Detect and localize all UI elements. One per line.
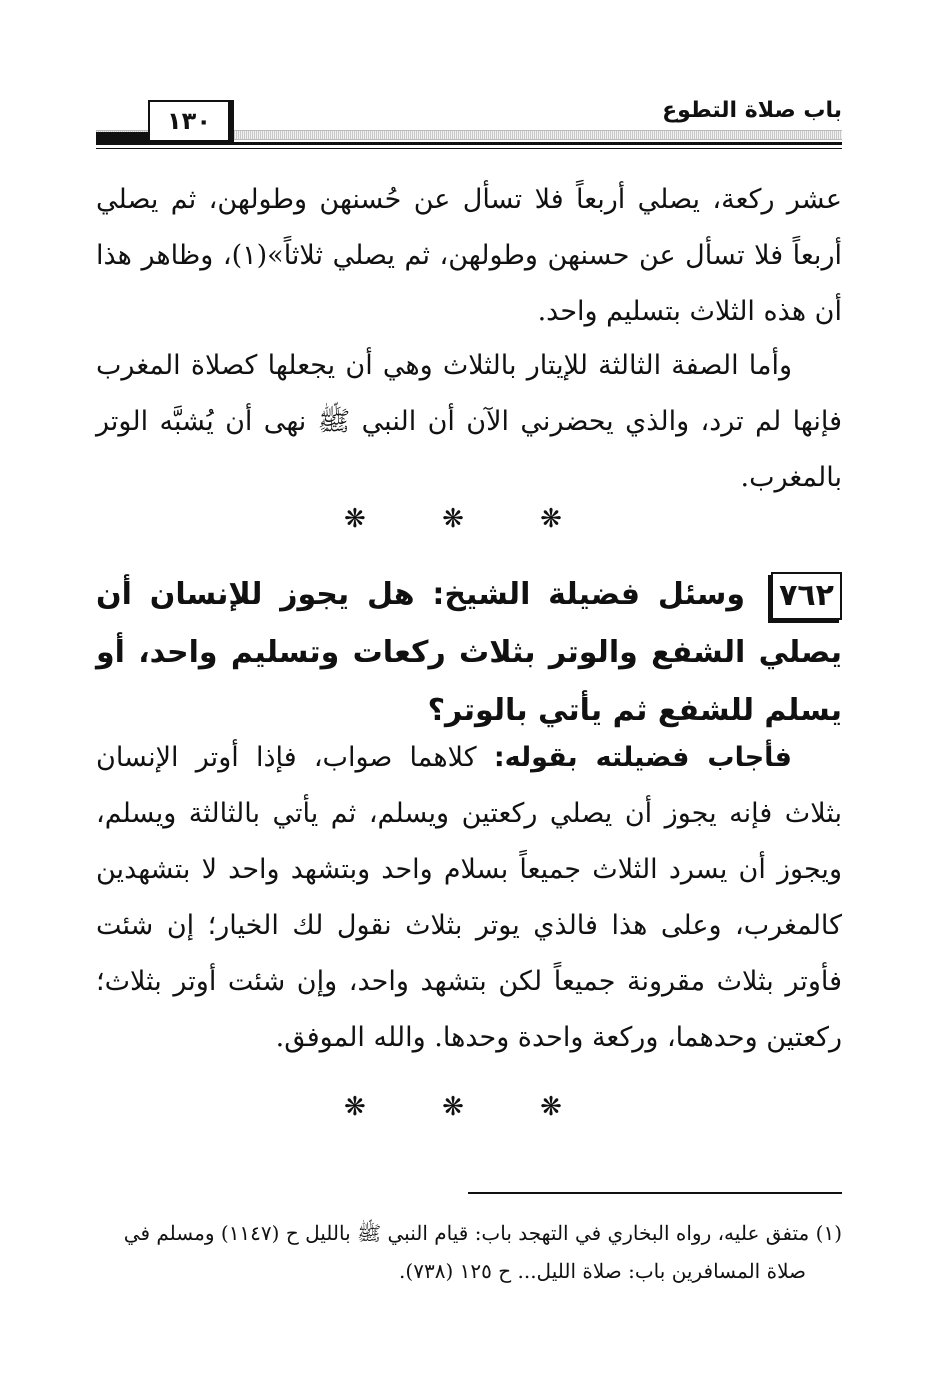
page-header <box>96 92 842 152</box>
footnote <box>96 1214 842 1290</box>
footnote-line-1: (١) متفق عليه، رواه البخاري في التهجد باب: قيام النبي ﷺ بالليل ح (١١٤٧) ومسلم في <box>123 1221 842 1245</box>
header-rule <box>96 142 842 145</box>
paragraph-2 <box>96 338 842 506</box>
answer-lead: فأجاب فضيلته بقوله: <box>493 742 792 773</box>
answer-text: كلاهما صواب، فإذا أوتر الإنسان بثلاث فإنه يجوز أن يصلي ركعتين ويسلم، ثم يأتي بالثالثة ويسلم، ويجوز أن يسرد الثلاث جميعاً بسلام واحد وبتشهد واحد لا بتشهدين كالمغرب، وعلى هذا فالذي يوتر بثلاث نقول لك الخيار؛ إن شئت فأوتر بثلاث مقرونة جميعاً لكن بتشهد واحد، وإن شئت أوتر بثلاث؛ ركعتين وحدهما، وركعة واحدة وحدها. والله الموفق. <box>96 742 842 1053</box>
header-corner-mark <box>96 132 148 142</box>
section-separator-2: ❋ ❋ ❋ <box>344 1092 596 1122</box>
paragraph-2-text: وأما الصفة الثالثة للإيتار بالثلاث وهي أن يجعلها كصلاة المغرب فإنها لم ترد، والذي يحضرني الآن أن النبي ﷺ نهى أن يُشبَّه الوتر بالمغرب. <box>96 350 842 493</box>
chapter-title: باب صلاة التطوع <box>662 98 842 123</box>
page-number: ١٣٠ <box>148 100 230 142</box>
header-thin-rule <box>96 148 842 149</box>
footnote-line-2 <box>96 1252 842 1290</box>
footnote-line-2-text: صلاة المسافرين باب: صلاة الليل... ح ١٢٥ (٧٣٨). <box>399 1259 806 1283</box>
question-number: ٧٦٢ <box>771 572 842 620</box>
footnote-divider <box>468 1192 842 1194</box>
answer-block <box>96 730 842 1066</box>
question-block <box>96 566 842 740</box>
section-separator: ❋ ❋ ❋ <box>344 504 596 534</box>
paragraph-1: عشر ركعة، يصلي أربعاً فلا تسأل عن حُسنهن وطولهن، ثم يصلي أربعاً فلا تسأل عن حسنهن وطولهن، ثم يصلي ثلاثاً»(١)، وظاهر هذا أن هذه الثلاث بتسليم واحد. <box>96 184 842 327</box>
question-text: وسئل فضيلة الشيخ: هل يجوز للإنسان أن يصلي الشفع والوتر بثلاث ركعات وتسليم واحد، أو يسلم للشفع ثم يأتي بالوتر؟ <box>96 577 842 728</box>
